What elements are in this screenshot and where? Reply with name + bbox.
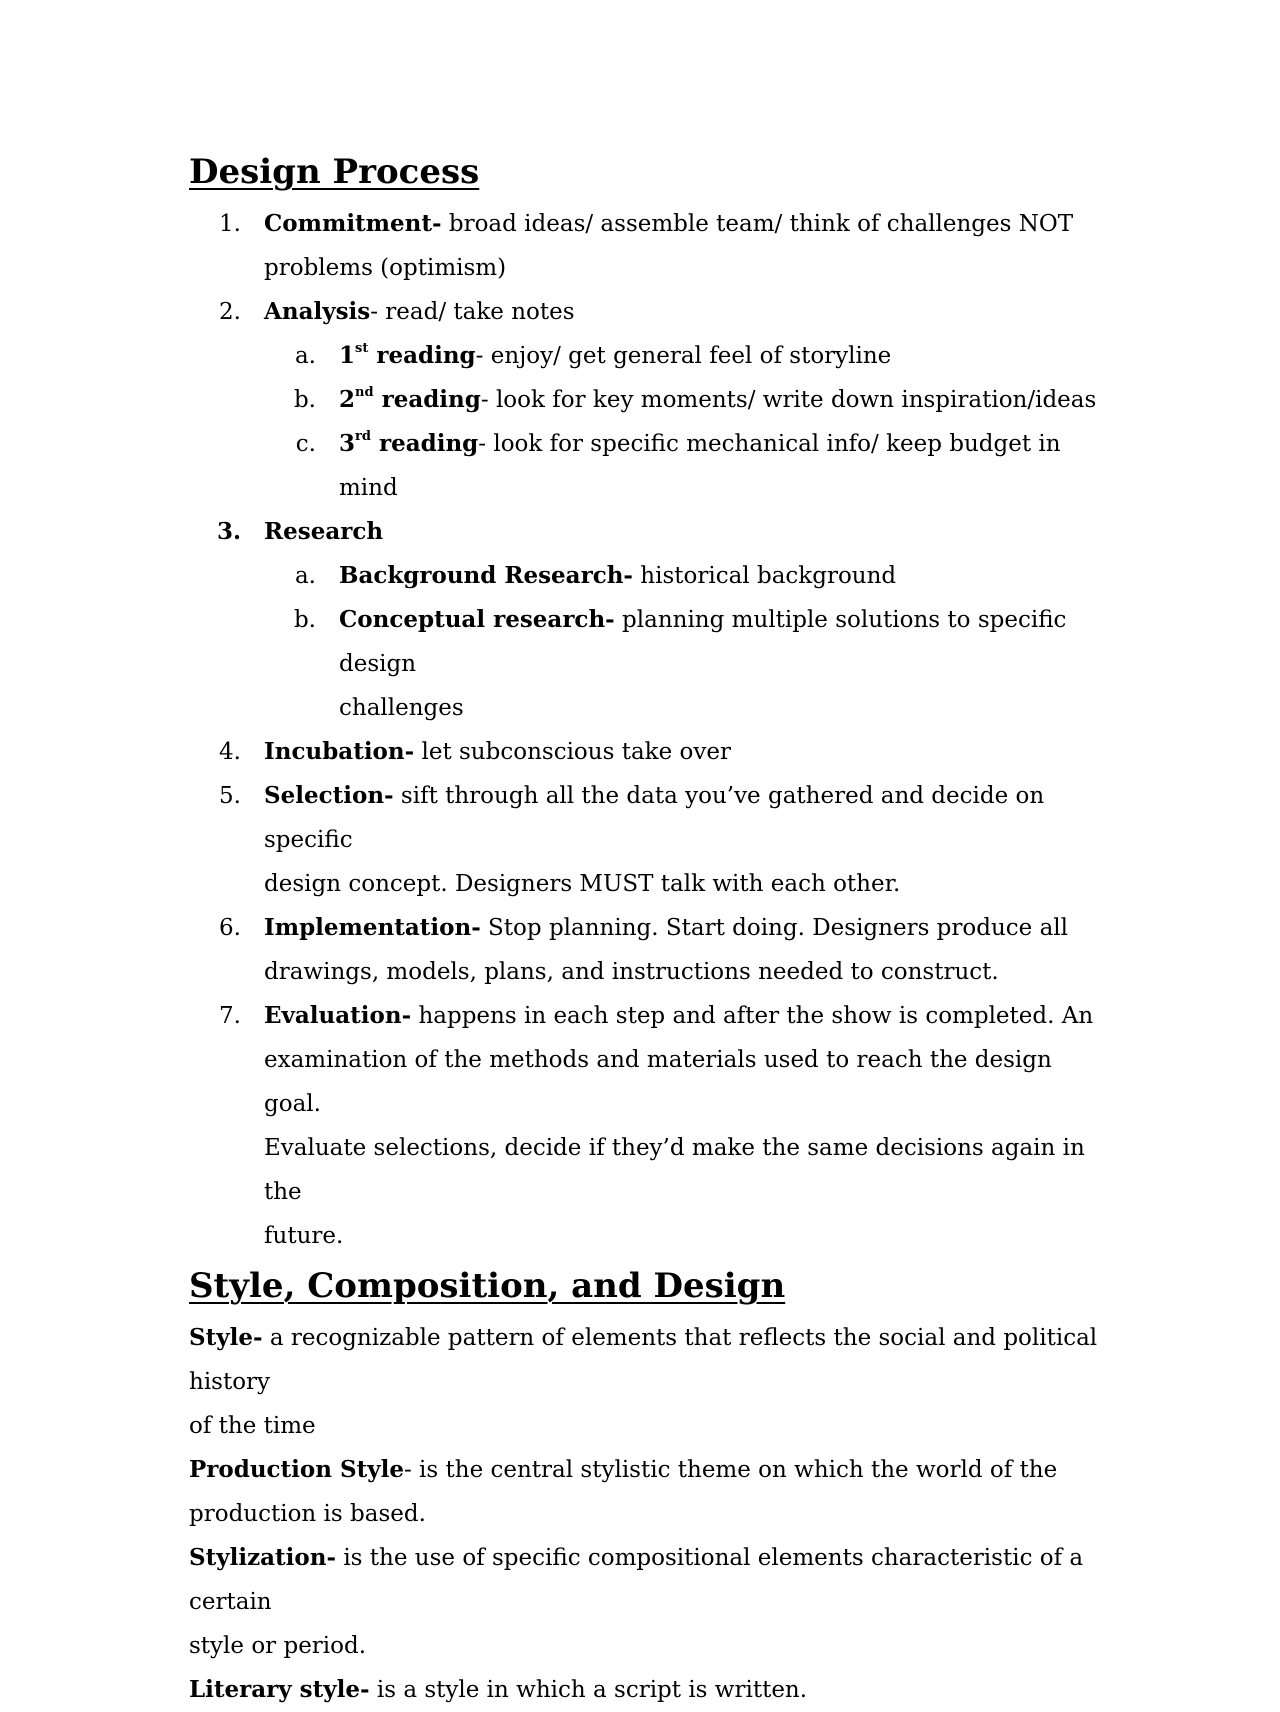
sub-list-letter: b. [293,607,316,633]
sub-list-item-continuation [189,686,1109,730]
list-item [189,906,1109,950]
definition-continuation [189,1492,1109,1536]
term: Commitment- [264,210,442,237]
definition [189,1448,1109,1492]
list-item [189,510,1109,554]
term: reading [373,386,481,413]
sub-list-letter: b. [293,387,316,413]
description: happens in each step and after the show is completed. An [411,1003,1094,1029]
sub-list-letter: a. [294,563,316,589]
list-number: 3. [216,518,241,545]
list-item [189,994,1109,1038]
sub-list-letter: c. [295,431,316,457]
definition-continuation [189,1624,1109,1668]
term-ordinal: 3 [339,430,356,457]
sub-list-letter: a. [294,343,316,369]
description: - is the central stylistic theme on which the world of the [403,1457,1058,1483]
description: planning multiple solutions to specific design [339,607,1067,677]
list-number: 4. [219,739,241,765]
term: Style- [189,1324,263,1351]
description-continuation: challenges [339,695,464,721]
definition [189,1536,1109,1624]
term: Literary style- [189,1676,370,1703]
description-continuation: examination of the methods and materials used to reach the design goal. [264,1047,1052,1117]
list-item [189,730,1109,774]
ordinal-suffix: st [355,341,369,357]
term: Research [264,518,384,545]
list-number: 6. [219,915,241,941]
list-item [189,774,1109,862]
definition [189,1316,1109,1404]
description-continuation: drawings, models, plans, and instructions needed to construct. [264,959,999,985]
section-title-design-process: Design Process [189,152,480,192]
description-continuation: Evaluate selections, decide if they’d make the same decisions again in the [264,1135,1085,1205]
sub-list-item [189,554,1109,598]
list-item [189,202,1109,246]
description: a recognizable pattern of elements that reflects the social and political history [189,1325,1098,1395]
list-item-continuation [189,950,1109,994]
description-continuation: design concept. Designers MUST talk with each other. [264,871,901,897]
description: - look for specific mechanical info/ keep budget in mind [339,431,1061,501]
description: sift through all the data you’ve gathered and decide on specific [264,783,1045,853]
description-continuation: production is based. [189,1501,426,1527]
definition-continuation [189,1404,1109,1448]
list-item-continuation [189,1214,1109,1258]
list-item-continuation [189,1126,1109,1214]
list-item-continuation [189,862,1109,906]
description: is the use of specific compositional elements characteristic of a certain [189,1545,1084,1615]
term: Evaluation- [264,1002,412,1029]
design-process-list [189,202,1109,1258]
description: broad ideas/ assemble team/ think of challenges NOT [441,211,1074,237]
list-item-continuation [189,246,1109,290]
list-number: 7. [219,1003,241,1029]
sub-list-item [189,334,1109,378]
term: Implementation- [264,914,481,941]
section-title-style: Style, Composition, and Design [189,1266,786,1306]
term-ordinal: 1 [339,342,356,369]
style-definitions [189,1316,1109,1712]
list-item-continuation [189,1038,1109,1126]
description: - enjoy/ get general feel of storyline [475,343,892,369]
list-item [189,290,1109,334]
list-number: 2. [219,299,241,325]
term: Conceptual research- [339,606,615,633]
description: - read/ take notes [370,299,575,325]
ordinal-suffix: rd [355,429,371,445]
ordinal-suffix: nd [355,385,374,401]
description-continuation: style or period. [189,1633,367,1659]
description: historical background [632,563,897,589]
list-number: 5. [219,783,241,809]
description: is a style in which a script is written. [369,1677,808,1703]
sub-list-item [189,598,1109,686]
definition [189,1668,1109,1712]
sub-list-item [189,378,1109,422]
description-continuation: future. [264,1223,344,1249]
term: reading [370,430,479,457]
description: let subconscious take over [414,739,731,765]
description-continuation: of the time [189,1413,316,1439]
term-ordinal: 2 [339,386,356,413]
term: reading [368,342,476,369]
sub-list-item [189,422,1109,510]
description: Stop planning. Start doing. Designers produce all [480,915,1069,941]
term: Analysis [264,298,371,325]
description-continuation: problems (optimism) [264,255,507,281]
document-content [189,148,1109,1712]
term: Background Research- [339,562,633,589]
list-number: 1. [219,211,241,237]
term: Production Style [189,1456,404,1483]
term: Stylization- [189,1544,337,1571]
term: Selection- [264,782,394,809]
description: - look for key moments/ write down inspiration/ideas [480,387,1097,413]
term: Incubation- [264,738,415,765]
